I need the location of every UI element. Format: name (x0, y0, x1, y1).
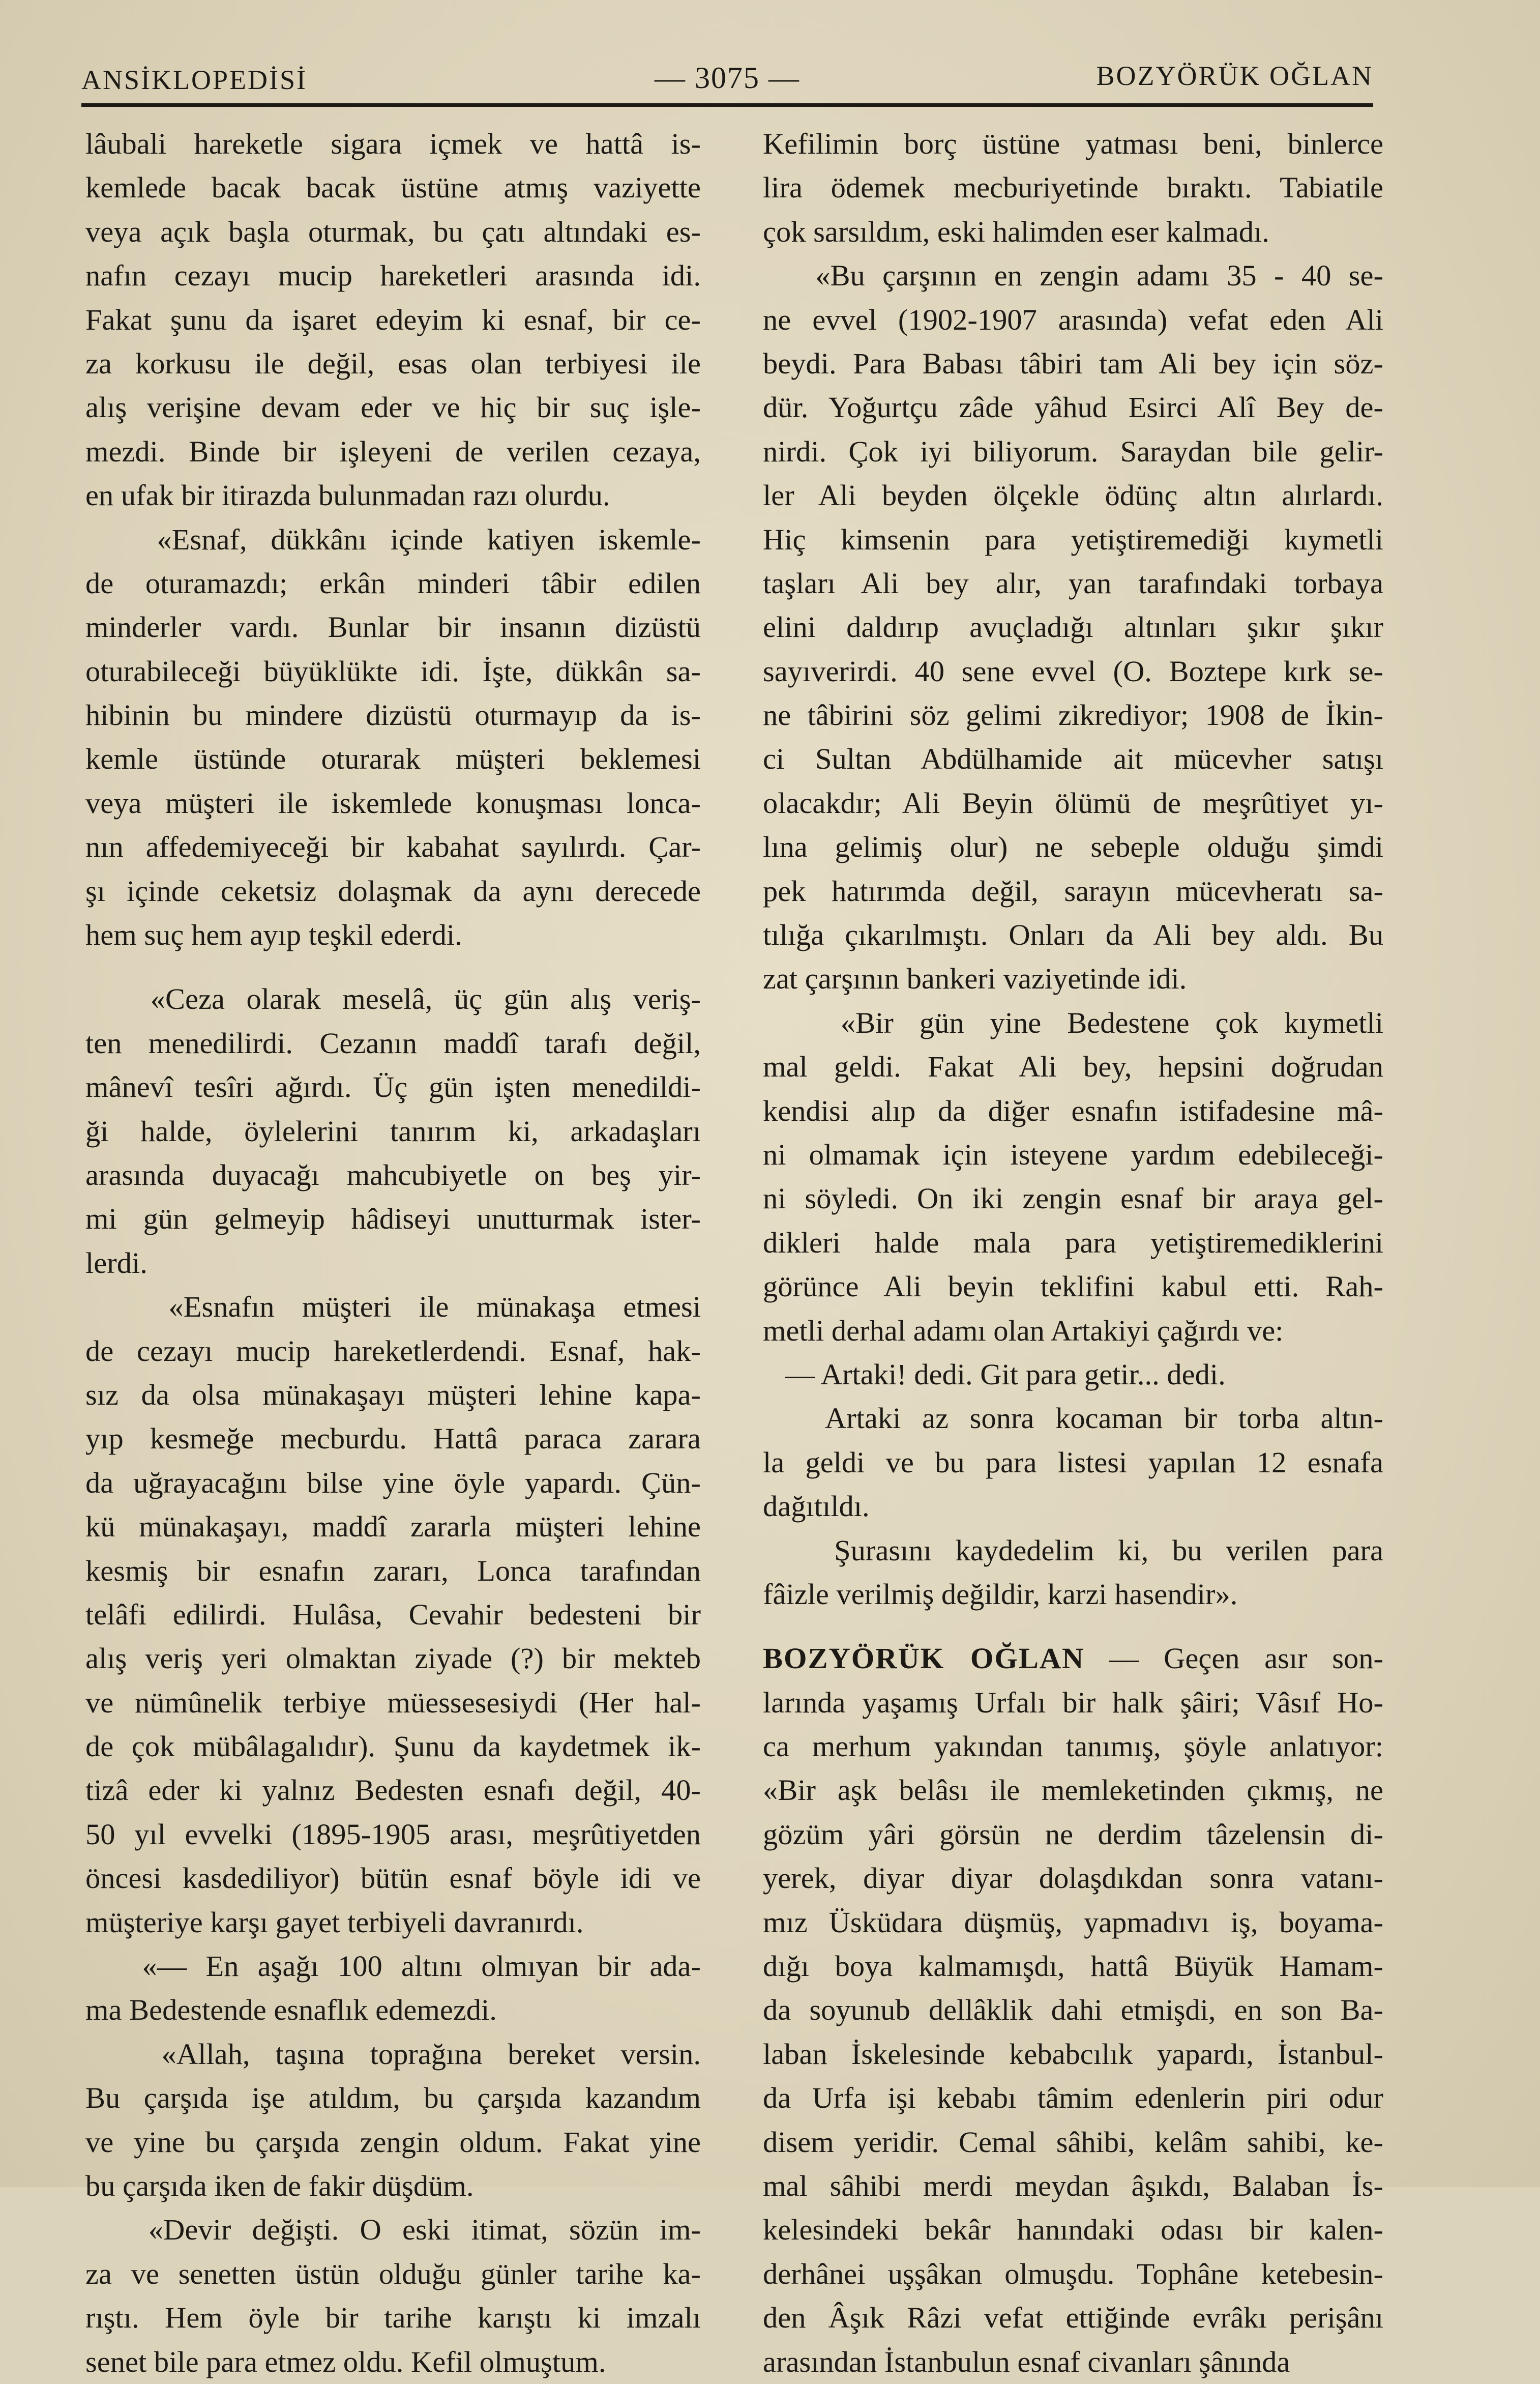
text-line: ci Sultan Abdülhamide ait mücevher satışı (763, 742, 1383, 776)
running-head-left: ANSİKLOPEDİSİ (81, 65, 307, 95)
text-line: laban İskelesinde kebabcılık yapardı, İstanbul- (763, 2037, 1383, 2071)
text-line: kendisi alıp da diğer esnafın istifadesine mâ- (763, 1094, 1383, 1127)
paragraph (85, 1944, 701, 2032)
text-line: ma Bedestende esnaflık edemezdi. (85, 1993, 497, 2027)
text-line: mal geldi. Fakat Ali bey, hepsini doğrudan (763, 1050, 1383, 1084)
text-line: Fakat şunu da işaret edeyim ki esnaf, bir ce- (85, 303, 701, 336)
text-line: şı içinde ceketsiz dolaşmak da aynı derecede (85, 874, 701, 908)
text-line: mezdi. Binde bir işleyeni de verilen cezaya, (85, 434, 701, 468)
text-line: rıştı. Hem öyle bir tarihe karıştı ki imzalı (85, 2301, 701, 2335)
text-line: kemle üstünde oturarak müşteri beklemesi (85, 742, 701, 776)
text-line: ne tâbirini söz gelimi zikrediyor; 1908 de İkin- (763, 699, 1383, 732)
right-column (763, 122, 1383, 2384)
text-line: ni söyledi. On iki zengin esnaf bir araya gel- (763, 1182, 1383, 1215)
text-line: arasında duyacağı mahcubiyetle on beş yir- (85, 1158, 701, 1191)
text-line: — Artaki! dedi. Git para getir... dedi. (763, 1357, 1226, 1391)
running-head-right: BOZYÖRÜK OĞLAN (1096, 61, 1373, 91)
text-line: Kefilimin borç üstüne yatması beni, binlerce (763, 127, 1383, 160)
text-line: lâubali hareketle sigara içmek ve hattâ is- (85, 127, 701, 160)
text-line: en ufak bir itirazda bulunmadan razı olurdu. (85, 479, 610, 512)
page-number: — 3075 — (655, 61, 800, 95)
text-line: mi gün gelmeyip hâdiseyi unutturmak ister- (85, 1202, 701, 1236)
text-line: «Allah, taşına toprağına bereket versin. (85, 2037, 701, 2071)
text-line: 50 yıl evvelki (1895-1905 arası, meşrûtiyetden (85, 1817, 701, 1851)
paragraph (85, 2208, 701, 2384)
text-line: la geldi ve bu para listesi yapılan 12 esnafa (763, 1445, 1383, 1479)
paragraph (763, 1001, 1383, 1353)
paragraph (85, 977, 701, 1285)
text-line: elini daldırıp avuçladığı altınları şıkır şıkır (763, 610, 1383, 644)
text-line: öncesi kasdediliyor) bütün esnaf böyle idi ve (85, 1862, 701, 1895)
text-line: de çok mübâlagalıdır). Şunu da kaydetmek ik- (85, 1730, 701, 1763)
text-line: yerek, diyar diyar dolaşdıkdan sonra vatanı- (763, 1862, 1383, 1895)
text-line: telâfi edilirdi. Hulâsa, Cevahir bedesteni bir (85, 1597, 701, 1631)
text-line: tılığa çıkarılmıştı. Onları da Ali bey aldı. Bu (763, 918, 1383, 952)
text-line: sız da olsa münakaşayı müşteri lehine kapa- (85, 1378, 701, 1411)
paragraph (763, 254, 1383, 1001)
text-line: senet bile para etmez oldu. Kefil olmuştum. (85, 2345, 606, 2378)
text-line: mız Üsküdara düşmüş, yapmadıvı iş, boyama- (763, 1905, 1383, 1939)
text-line: fâizle verilmiş değildir, karzi hasendir». (763, 1577, 1238, 1611)
page-header (81, 51, 1373, 107)
text-line: hibinin bu mindere dizüstü oturmayıp da is- (85, 699, 701, 732)
text-line: alış verişine devam eder ve hiç bir suç işle- (85, 391, 701, 424)
text-line: lerdi. (85, 1246, 147, 1280)
header-rule (81, 103, 1373, 107)
text-line: «Devir değişti. O eski itimat, sözün im- (85, 2213, 701, 2247)
text-line: «Esnafın müşteri ile münakaşa etmesi (85, 1290, 701, 1324)
text-line: çok sarsıldım, eski halimden eser kalmadı. (763, 215, 1269, 248)
text-line: oturabileceği büyüklükte idi. İşte, dükkân sa- (85, 654, 701, 688)
text-line: tizâ eder ki yalnız Bedesten esnafı değil, 40- (85, 1774, 701, 1807)
text-line: veya müşteri ile iskemlede konuşması lonca- (85, 786, 701, 820)
text-line: ği halde, öylelerini tanırım ki, arkadaşları (85, 1114, 701, 1148)
text-line: nirdi. Çok iyi biliyorum. Saraydan bile gelir- (763, 434, 1383, 468)
text-line: Hiç kimsenin para yetiştiremediği kıymetli (763, 522, 1383, 556)
text-line: zat çarşının bankeri vaziyetinde idi. (763, 962, 1187, 996)
text-line: kelesindeki bekâr hanındaki odası bir kalen- (763, 2213, 1383, 2247)
text-line: ler Ali beyden ölçekle ödünç altın alırlardı. (763, 479, 1383, 512)
text-line: ve yine bu çarşıda zengin oldum. Fakat yine (85, 2125, 701, 2159)
paragraph-gap (763, 1616, 1383, 1637)
encyclopedia-entry (763, 1637, 1383, 2384)
text-line: «— En aşağı 100 altını olmıyan bir ada- (85, 1950, 701, 1983)
text-line: den Âşık Râzi vefat ettiğinde evrâkı perişânı (763, 2301, 1383, 2335)
text-line: gözüm yâri görsün ne derdim tâzelensin di- (763, 1817, 1383, 1851)
text-line: olacakdır; Ali Beyin ölümü de meşrûtiyet yı- (763, 786, 1383, 820)
text-line: Artaki az sonra kocaman bir torba altın- (763, 1402, 1383, 1435)
text-line: ve nümûnelik terbiye müessesesiydi (Her hal- (85, 1685, 701, 1719)
text-line: metli derhal adamı olan Artakiyi çağırdı ve: (763, 1314, 1284, 1347)
text-line: arasından İstanbulun esnaf civanları şânında (763, 2345, 1290, 2378)
text-line: veya açık başla oturmak, bu çatı altındaki es- (85, 215, 701, 248)
text-line: za ve senetten üstün olduğu günler tarihe ka- (85, 2257, 701, 2290)
entry-text: — Geçen asır son- (1084, 1642, 1384, 1675)
paragraph (763, 1397, 1383, 1528)
text-line: beydi. Para Babası tâbiri tam Ali bey için söz- (763, 346, 1383, 380)
text-line: «Bir gün yine Bedestene çok kıymetli (763, 1006, 1383, 1039)
text-line: kü münakaşayı, maddî zararla müşteri lehine (85, 1510, 701, 1544)
text-line: kesmiş bir esnafın zararı, Lonca tarafından (85, 1554, 701, 1587)
text-line: de cezayı mucip hareketlerdendi. Esnaf, hak- (85, 1334, 701, 1368)
text-line: disem yeridir. Cemal sâhibi, kelâm sahibi, ke- (763, 2125, 1383, 2159)
paragraph-gap (85, 957, 701, 977)
text-line: «Esnaf, dükkânı içinde katiyen iskemle- (85, 522, 701, 556)
text-line: bu çarşıda iken de fakir düşdüm. (85, 2169, 474, 2202)
text-line: mal sâhibi merdi meydan âşıkdı, Balaban İs- (763, 2169, 1383, 2202)
paragraph (85, 518, 701, 957)
text-line: ca merhum yakından tanımış, şöyle anlatıyor: (763, 1730, 1383, 1763)
text-line: kemlede bacak bacak üstüne atmış vaziyette (85, 171, 701, 205)
text-line: da Urfa işi kebabı tâmim edenlerin piri odur (763, 2081, 1383, 2115)
text-line: ne evvel (1902-1907 arasında) vefat eden Ali (763, 303, 1383, 336)
text-line: Bu çarşıda işe atıldım, bu çarşıda kazandım (85, 2081, 701, 2115)
text-line: «Ceza olarak meselâ, üç gün alış veriş- (85, 982, 701, 1016)
text-line: Şurasını kaydedelim ki, bu verilen para (763, 1533, 1383, 1567)
text-line: minderler vardı. Bunlar bir insanın dizüstü (85, 610, 701, 644)
text-line: müşteriye karşı gayet terbiyeli davranırdı. (85, 1905, 584, 1939)
entry-headword: BOZYÖRÜK OĞLAN (763, 1642, 1085, 1675)
text-line: taşları Ali bey alır, yan tarafındaki torbaya (763, 566, 1383, 600)
paragraph (85, 2032, 701, 2208)
text-line: görünce Ali beyin teklifini kabul etti. Rah- (763, 1270, 1383, 1303)
text-line: za korkusu ile değil, esas olan terbiyesi ile (85, 346, 701, 380)
text-line: nafın cezayı mucip hareketleri arasında idi. (85, 259, 701, 293)
paragraph (85, 1285, 701, 1944)
text-line: nın affedemiyeceği bir kabahat sayılırdı. Çar- (85, 830, 701, 864)
text-line: sayıverirdi. 40 sene evvel (O. Boztepe kırk se- (763, 654, 1383, 688)
text-line: da soyunub dellâklik dahi etmişdi, en son Ba- (763, 1993, 1383, 2027)
text-line: de oturamazdı; erkân minderi tâbir edilen (85, 566, 701, 600)
text-line: dığı boya kalmamışdı, hattâ Büyük Hamam- (763, 1950, 1383, 1983)
text-line: da uğrayacağını bilse yine öyle yapardı. Çün- (85, 1466, 701, 1499)
text-line: ni olmamak için isteyene yardım edebileceği- (763, 1138, 1383, 1171)
text-line: mânevî tesîri ağırdı. Üç gün işten menedildi- (85, 1070, 701, 1104)
paragraph (763, 1529, 1383, 1617)
text-line: ten menedilirdi. Cezanın maddî tarafı değil, (85, 1026, 701, 1060)
text-line: lına gelimiş olur) ne sebeple olduğu şimdi (763, 830, 1383, 864)
text-line: alış veriş yeri olmaktan ziyade (?) bir mekteb (85, 1642, 701, 1675)
text-line: dikleri halde mala para yetiştiremediklerini (763, 1226, 1383, 1259)
text-line: «Bir aşk belâsı ile memleketinden çıkmış, ne (763, 1774, 1383, 1807)
paragraph (763, 1353, 1383, 1397)
text-line: dür. Yoğurtçu zâde yâhud Esirci Alî Bey de- (763, 391, 1383, 424)
text-line: pek hatırımda değil, sarayın mücevheratı sa- (763, 874, 1383, 908)
text-line: yıp kesmeğe mecburdu. Hattâ paraca zarara (85, 1422, 701, 1456)
text-line: hem suç hem ayıp teşkil ederdi. (85, 918, 462, 952)
text-line: derhânei uşşâkan olmuşdu. Tophâne ketebesin- (763, 2257, 1383, 2290)
left-column (85, 122, 701, 2384)
text-line: «Bu çarşının en zengin adamı 35 - 40 se- (763, 259, 1383, 293)
paragraph (85, 122, 701, 518)
text-line (763, 1637, 1383, 1680)
paragraph (763, 122, 1383, 254)
text-line: dağıtıldı. (763, 1490, 870, 1523)
text-line: larında yaşamış Urfalı bir halk şâiri; Vâsıf Ho- (763, 1685, 1383, 1719)
text-line: lira ödemek mecburiyetinde bıraktı. Tabiatile (763, 171, 1383, 205)
